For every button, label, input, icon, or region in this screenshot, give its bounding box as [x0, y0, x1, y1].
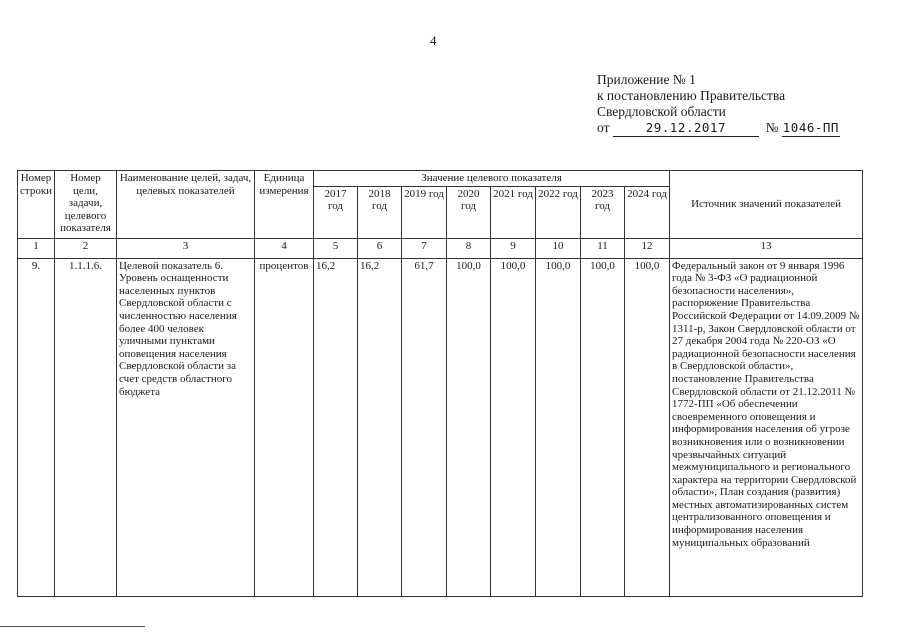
- appendix-decree-line: к постановлению Правительства: [597, 88, 786, 103]
- decree-number: 1046-ПП: [782, 120, 839, 135]
- from-label: от: [597, 120, 610, 135]
- value-cell: 61,7: [402, 258, 447, 596]
- header-year: 2021 год: [491, 186, 536, 238]
- value-cell: 100,0: [581, 258, 625, 596]
- header-row-number: Номер строки: [18, 171, 55, 239]
- header-source: Источник значений показателей: [670, 171, 863, 239]
- appendix-region-line: Свердловской области: [597, 104, 726, 119]
- header-indicator-name: Наименование целей, задач, целевых показателей: [117, 171, 255, 239]
- header-row-1: [18, 171, 863, 187]
- column-number: 4: [255, 238, 314, 258]
- column-number: 12: [625, 238, 670, 258]
- value-cell: 100,0: [491, 258, 536, 596]
- column-number: 8: [447, 238, 491, 258]
- unit-value: процентов: [255, 258, 314, 596]
- column-number-row: [18, 238, 863, 258]
- row-number: 9.: [18, 258, 55, 596]
- column-number: 1: [18, 238, 55, 258]
- goal-number: 1.1.1.6.: [55, 258, 117, 596]
- value-cell: 100,0: [536, 258, 581, 596]
- number-label: №: [765, 120, 779, 135]
- header-goal-number: Номер цели, задачи, целевого показателя: [55, 171, 117, 239]
- column-number: 3: [117, 238, 255, 258]
- table-row: [18, 258, 863, 596]
- value-cell: 100,0: [447, 258, 491, 596]
- scan-edge-line: [0, 626, 145, 627]
- value-cell: 100,0: [625, 258, 670, 596]
- header-year: 2018 год: [358, 186, 402, 238]
- header-year: 2020 год: [447, 186, 491, 238]
- column-number: 2: [55, 238, 117, 258]
- header-year: 2023 год: [581, 186, 625, 238]
- header-year: 2022 год: [536, 186, 581, 238]
- appendix-title: Приложение № 1: [597, 72, 696, 87]
- page-number: 4: [430, 33, 437, 48]
- header-year: 2019 год: [402, 186, 447, 238]
- value-cell: 16,2: [314, 258, 358, 596]
- header-year: 2017 год: [314, 186, 358, 238]
- target-indicators-table: [17, 170, 863, 597]
- appendix-date-line: [597, 120, 840, 137]
- column-number: 5: [314, 238, 358, 258]
- value-cell: 16,2: [358, 258, 402, 596]
- indicator-name: Целевой показатель 6. Уровень оснащенности населенных пунктов Свердловской области с численностью населения более 400 человек уличными пунктами оповещения населения Свердловской области за счет средств областного бюджета: [117, 258, 255, 596]
- header-values-group: Значение целевого показателя: [314, 171, 670, 187]
- column-number: 6: [358, 238, 402, 258]
- column-number: 10: [536, 238, 581, 258]
- header-year: 2024 год: [625, 186, 670, 238]
- source-text: Федеральный закон от 9 января 1996 года № 3-ФЗ «О радиационной безопасности населения», распоряжение Правительства Российской Федерации от 14.09.2009 № 1311-р, Закон Свердловской области от 27 декабря 2004 года № 220-ОЗ «О радиационной безопасности населения в Свердловской области», постановление Правительства Свердловской области от 21.12.2011 № 1772-ПП «Об обеспечении своевременного оповещения и информирования населения об угрозе возникновения или о возникновении чрезвычайных ситуаций межмуниципального и регионального характера на территории Свердловской области», План создания (развития) местных автоматизированных систем централизованного оповещения и информирования населения муниципальных образований: [670, 258, 863, 596]
- column-number: 11: [581, 238, 625, 258]
- column-number: 7: [402, 238, 447, 258]
- header-unit: Единица измерения: [255, 171, 314, 239]
- column-number: 9: [491, 238, 536, 258]
- appendix-block: [597, 72, 840, 137]
- decree-date: 29.12.2017: [613, 120, 759, 137]
- column-number: 13: [670, 238, 863, 258]
